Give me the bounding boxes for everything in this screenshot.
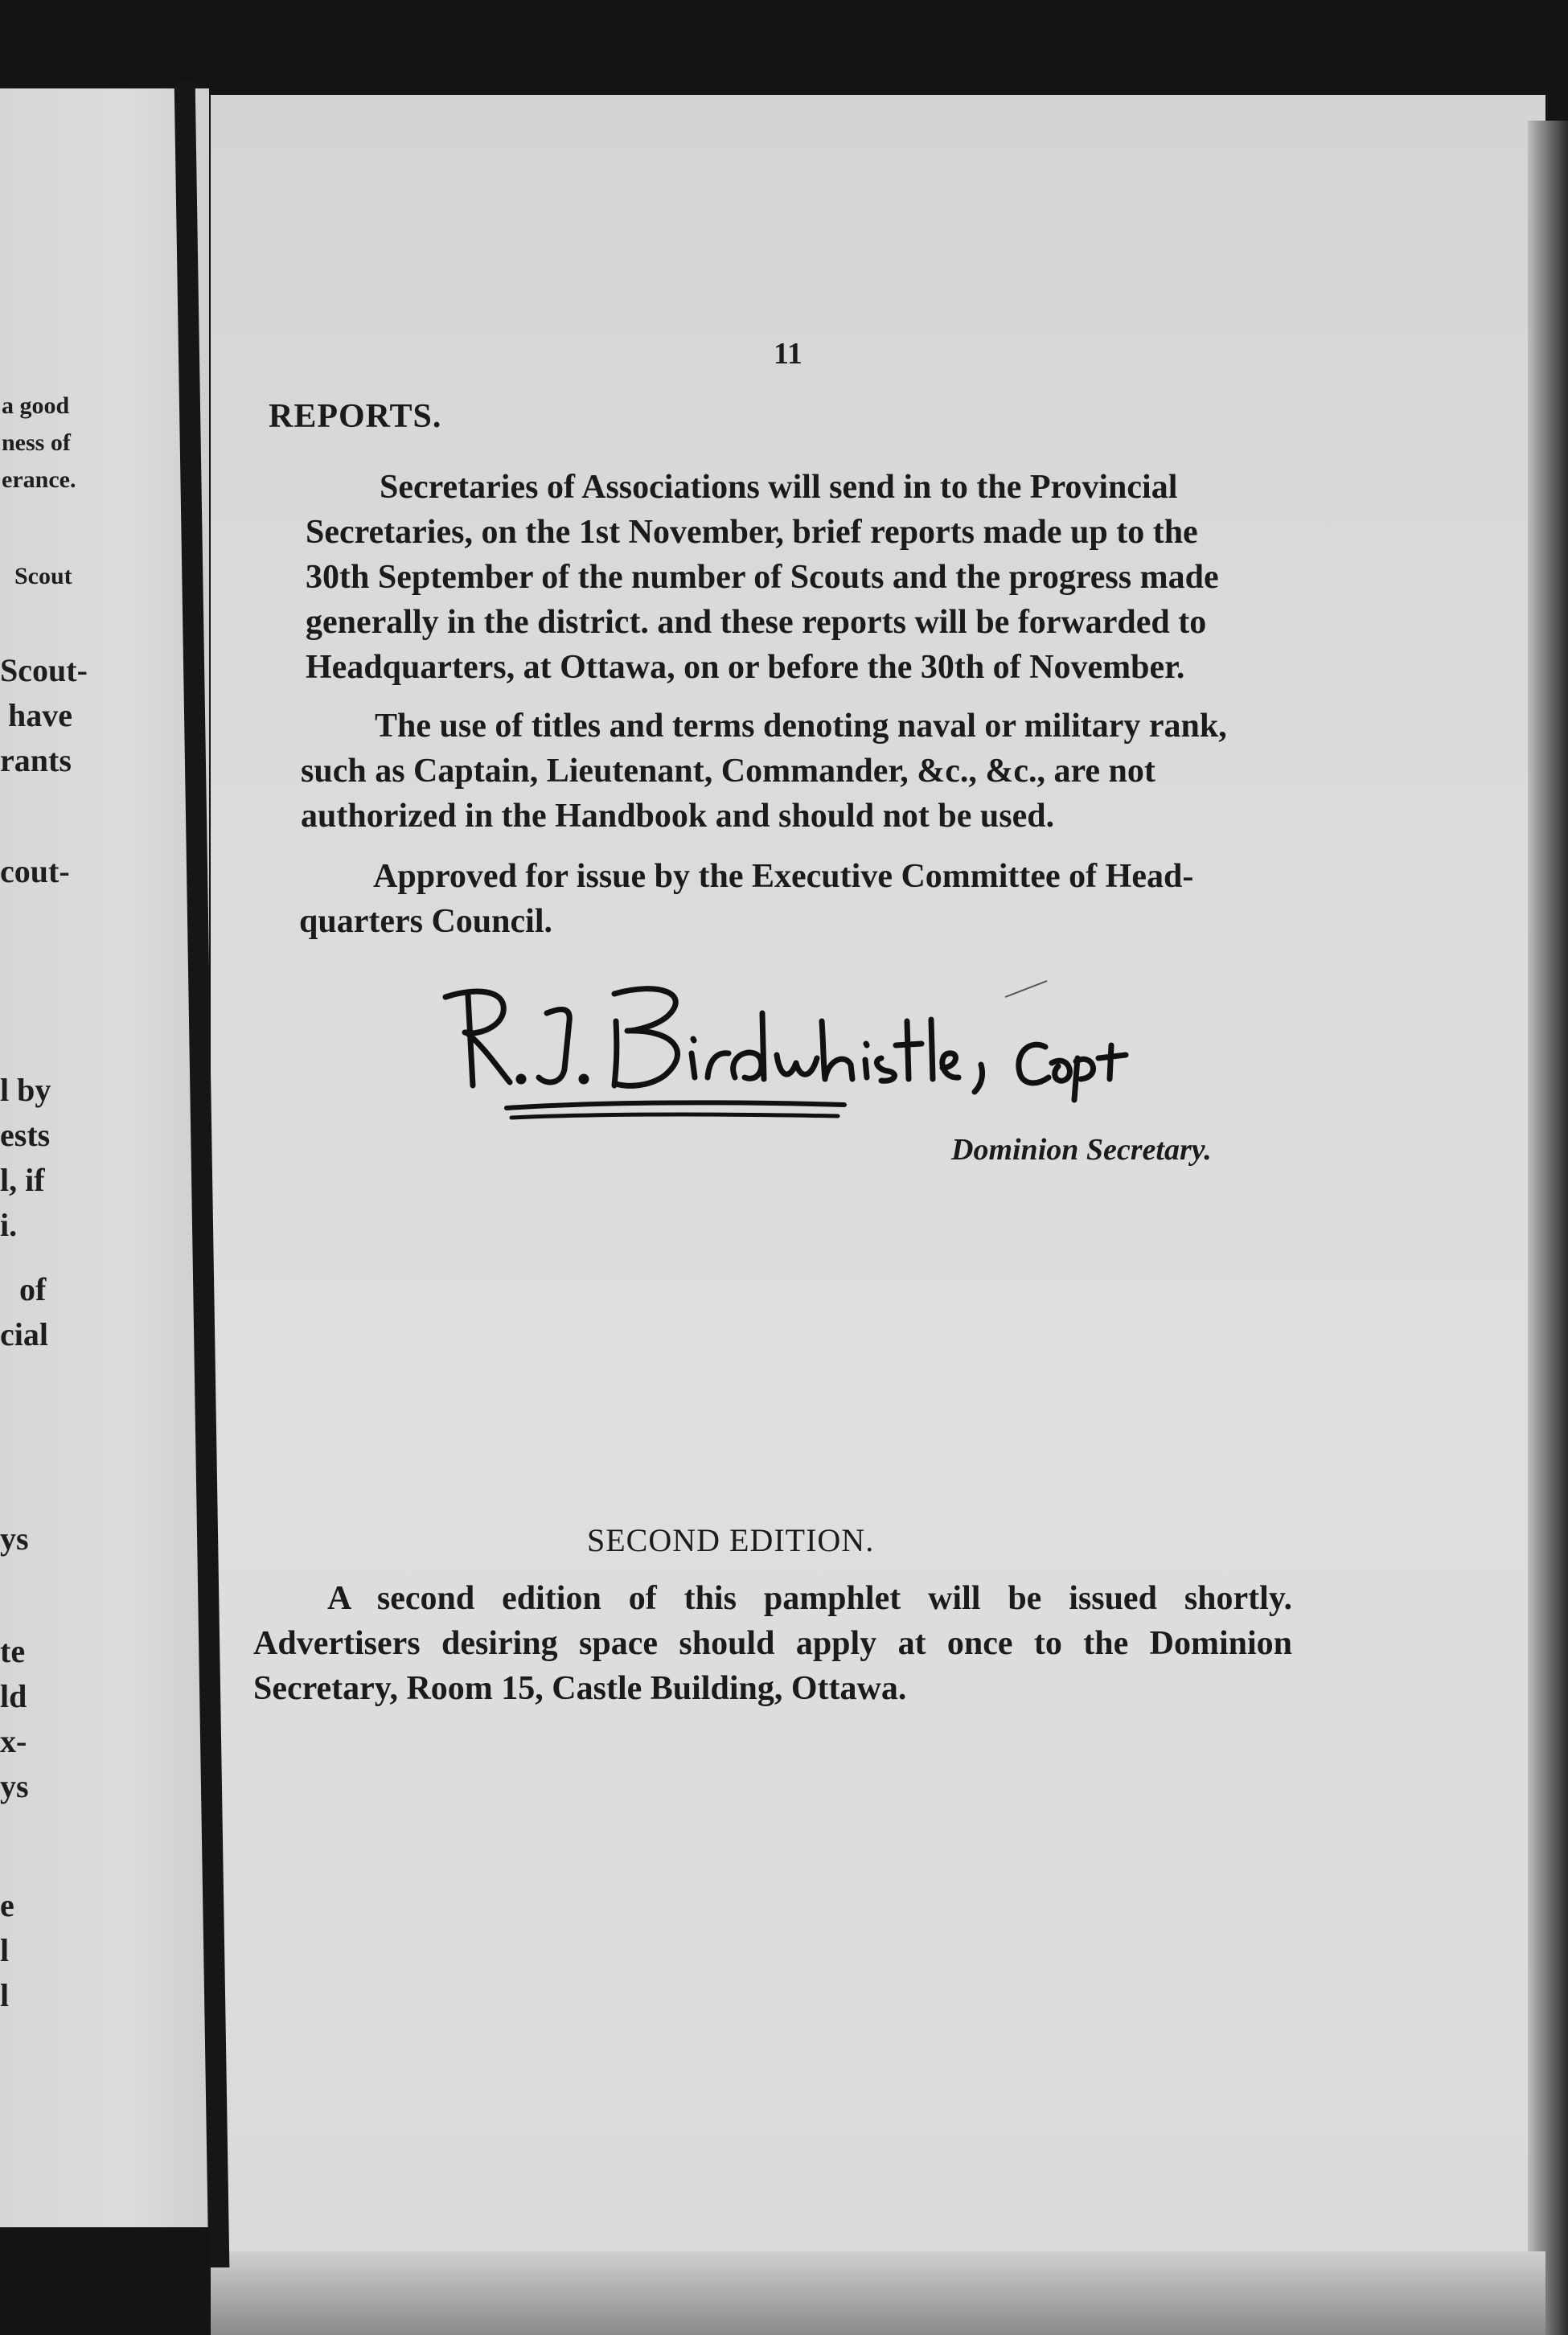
left-page-fragment: l by [0, 1072, 51, 1108]
text-line: Secretary, Room 15, Castle Building, Ottawa. [253, 1670, 907, 1707]
left-page-fragment: te [0, 1633, 26, 1669]
text-line: The use of titles and terms denoting naval or military rank, [375, 708, 1227, 745]
text-line: Secretaries, on the 1st November, brief reports made up to the [306, 514, 1198, 551]
left-page-fragment: a good [2, 392, 70, 419]
text-line: Secretaries of Associations will send in to the Provincial [380, 469, 1178, 506]
page-edge [1528, 121, 1568, 2335]
text-line: authorized in the Handbook and should not be used. [301, 798, 1055, 835]
left-page-fragment: ys [0, 1520, 29, 1557]
left-page-fragment: ests [0, 1117, 51, 1153]
left-page-fragment: i. [0, 1207, 18, 1243]
paragraph-second-edition [253, 1576, 1292, 1711]
left-page-fragment: ys [0, 1768, 29, 1804]
left-page-fragment: ness of [2, 429, 71, 456]
text-line: such as Captain, Lieutenant, Commander, &c., &c., are not [301, 753, 1155, 790]
text-line: quarters Council. [299, 903, 552, 940]
left-page-fragment: Scout [14, 563, 72, 589]
text-line: Headquarters, at Ottawa, on or before the 30th of November. [306, 649, 1185, 686]
left-page-fragment: e [0, 1887, 14, 1923]
section-heading-reports: REPORTS. [269, 398, 442, 435]
left-page-fragment: l [0, 1977, 10, 2013]
left-page-fragment: cout- [0, 853, 70, 889]
left-page-fragment: of [19, 1271, 47, 1307]
paragraph-approval [299, 854, 1304, 944]
page-bottom-shadow [211, 2251, 1545, 2335]
left-page-fragment: x- [0, 1723, 27, 1759]
page-number: 11 [774, 337, 802, 371]
text-line: Advertisers desiring space should apply at once to the Dominion [253, 1625, 1292, 1662]
text-line: A second edition of this pamphlet will be issued shortly. [327, 1580, 1292, 1617]
left-page-fragment: ld [0, 1678, 27, 1714]
left-page-fragment: erance. [2, 466, 76, 493]
left-page-fragment: l [0, 1932, 10, 1968]
left-page-fragment: rants [0, 742, 72, 778]
paragraph-titles [301, 704, 1306, 839]
text-line: 30th September of the number of Scouts and the progress made [306, 559, 1219, 596]
left-page-fragment: l, if [0, 1162, 45, 1198]
left-page-fragment: cial [0, 1316, 48, 1352]
section-heading-second-edition: SECOND EDITION. [587, 1522, 875, 1558]
facing-page [0, 88, 209, 2227]
paragraph-reports [306, 465, 1307, 690]
text-line: generally in the district. and these reports will be forwarded to [306, 604, 1207, 641]
signature-title: Dominion Secretary. [951, 1133, 1212, 1167]
left-page-fragment: have [8, 697, 72, 733]
text-line: Approved for issue by the Executive Committee of Head- [373, 858, 1194, 895]
handwritten-signature [426, 965, 1198, 1126]
left-page-fragment: Scout- [0, 652, 88, 688]
